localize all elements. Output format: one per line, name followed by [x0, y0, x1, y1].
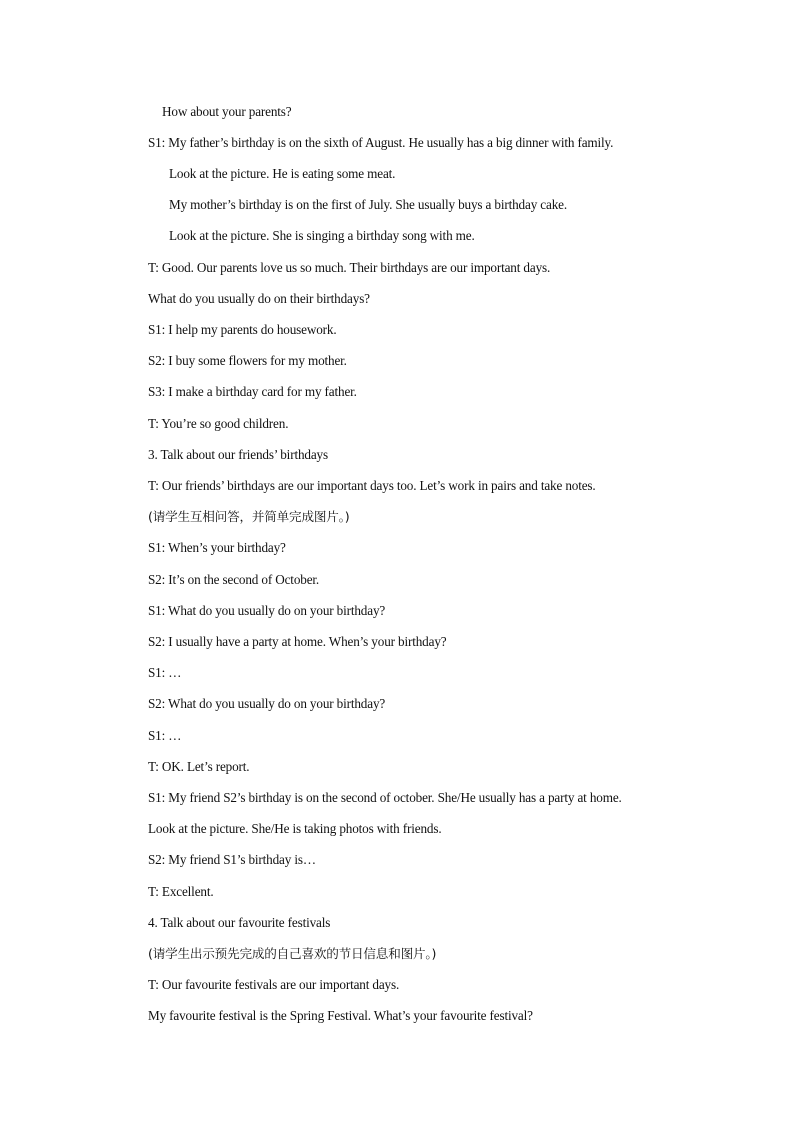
text-line: My mother’s birthday is on the first of July. She usually buys a birthday cake.	[169, 197, 567, 212]
text-line: Look at the picture. She/He is taking photos with friends.	[148, 821, 442, 836]
text-line: S1: My friend S2’s birthday is on the second of october. She/He usually has a party at home.	[148, 790, 622, 805]
text-line: T: OK. Let’s report.	[148, 759, 250, 774]
instruction-note: (请学生互相问答，并简单完成图片。)	[148, 509, 350, 524]
text-line: S2: What do you usually do on your birthday?	[148, 696, 386, 711]
instruction-note: (请学生出示预先完成的自己喜欢的节日信息和图片。)	[148, 946, 437, 961]
section-heading: 3. Talk about our friends’ birthdays	[148, 447, 328, 462]
text-line: S3: I make a birthday card for my father.	[148, 384, 357, 399]
text-line: S2: I buy some flowers for my mother.	[148, 353, 347, 368]
text-line: T: Good. Our parents love us so much. Their birthdays are our important days.	[148, 260, 551, 275]
text-line: My favourite festival is the Spring Festival. What’s your favourite festival?	[148, 1008, 533, 1023]
text-line: S2: It’s on the second of October.	[148, 572, 320, 587]
text-line: S2: I usually have a party at home. When’s your birthday?	[148, 634, 447, 649]
text-line: S1: I help my parents do housework.	[148, 322, 337, 337]
text-line: T: Our favourite festivals are our important days.	[148, 977, 400, 992]
text-line: S1: My father’s birthday is on the sixth of August. He usually has a big dinner with family.	[148, 135, 614, 150]
text-line: Look at the picture. She is singing a birthday song with me.	[169, 228, 475, 243]
text-line: S1: When’s your birthday?	[148, 540, 286, 555]
section-heading: 4. Talk about our favourite festivals	[148, 915, 331, 930]
text-line: S2: My friend S1’s birthday is…	[148, 852, 316, 867]
text-line: T: Excellent.	[148, 884, 214, 899]
text-line: T: Our friends’ birthdays are our important days too. Let’s work in pairs and take notes.	[148, 478, 596, 493]
text-line: How about your parents?	[162, 104, 292, 119]
text-line: Look at the picture. He is eating some meat.	[169, 166, 396, 181]
text-line: What do you usually do on their birthdays?	[148, 291, 370, 306]
text-line: S1: …	[148, 665, 182, 680]
text-line: T: You’re so good children.	[148, 416, 289, 431]
text-line: S1: …	[148, 728, 182, 743]
text-line: S1: What do you usually do on your birthday?	[148, 603, 386, 618]
